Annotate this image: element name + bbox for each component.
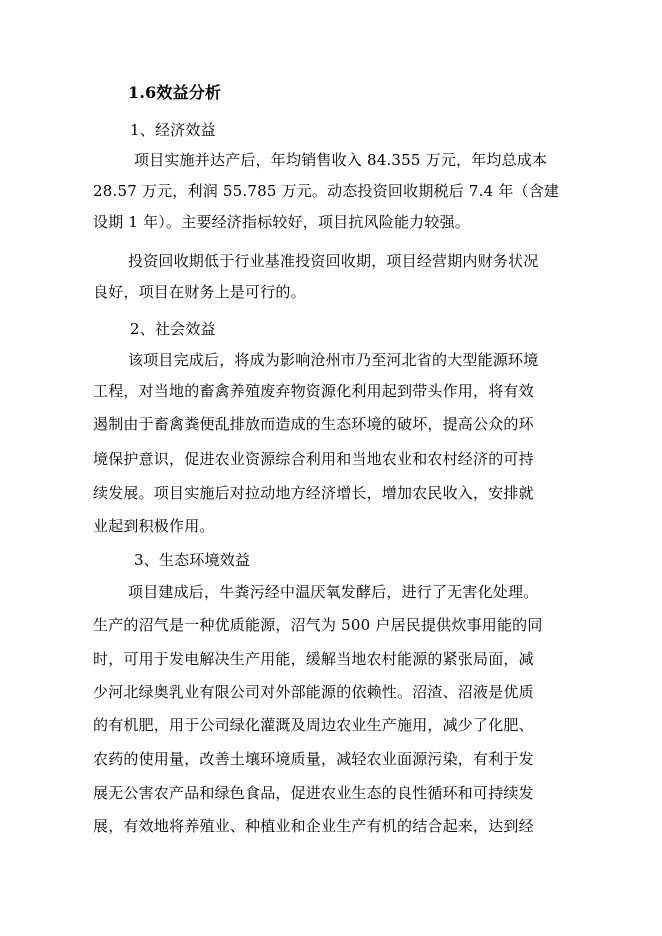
economic-p1-line-3: 设期 1 年）。主要经济指标较好，项目抗风险能力较强。	[93, 213, 470, 231]
ecological-p1-line-2: 生产的沼气是一种优质能源，沼气为 500 户居民提供炊事用能的同	[93, 616, 543, 634]
social-p1-line-4: 境保护意识，促进农业资源综合利用和当地农业和农村经济的可持	[93, 450, 534, 468]
social-p1-line-3: 遏制由于畜禽粪便乱排放而造成的生态环境的破坏，提高公众的环	[93, 415, 534, 433]
social-heading: 2、社会效益	[130, 320, 216, 338]
ecological-p1-line-8: 展，有效地将养殖业、种植业和企业生产有机的结合起来，达到经	[93, 817, 534, 835]
social-p1-line-6: 业起到积极作用。	[93, 517, 215, 535]
social-p1-line-2: 工程，对当地的畜禽养殖废弃物资源化利用起到带头作用，将有效	[93, 382, 534, 400]
ecological-heading: 3、生态环境效益	[134, 551, 251, 569]
economic-p1-line-1: 项目实施并达产后，年均销售收入 84.355 万元，年均总成本	[134, 151, 548, 169]
ecological-p1-line-3: 时，可用于发电解决生产用能，缓解当地农村能源的紧张局面，减	[93, 650, 534, 668]
section-title: 1.6效益分析	[128, 83, 222, 102]
ecological-p1-line-4: 少河北绿奥乳业有限公司对外部能源的依赖性。沼渣、沼液是优质	[93, 683, 534, 701]
social-p1-line-5: 续发展。项目实施后对拉动地方经济增长，增加农民收入，安排就	[93, 484, 534, 502]
social-p1-line-1: 该项目完成后，将成为影响沧州市乃至河北省的大型能源环境	[128, 351, 539, 369]
economic-p2-line-2: 良好，项目在财务上是可行的。	[93, 283, 306, 301]
ecological-p1-line-5: 的有机肥，用于公司绿化灌溉及周边农业生产施用，减少了化肥、	[93, 716, 534, 734]
economic-p2-line-1: 投资回收期低于行业基准投资回收期，项目经营期内财务状况	[128, 252, 539, 270]
economic-heading: 1、经济效益	[130, 121, 216, 139]
economic-p1-line-2: 28.57 万元，利润 55.785 万元。动态投资回收期税后 7.4 年（含建	[93, 182, 560, 200]
ecological-p1-line-7: 展无公害农产品和绿色食品，促进农业生态的良性循环和可持续发	[93, 784, 534, 802]
ecological-p1-line-6: 农药的使用量，改善土壤环境质量，减轻农业面源污染，有利于发	[93, 750, 534, 768]
ecological-p1-line-1: 项目建成后，牛粪污经中温厌氧发酵后，进行了无害化处理。	[128, 583, 539, 601]
